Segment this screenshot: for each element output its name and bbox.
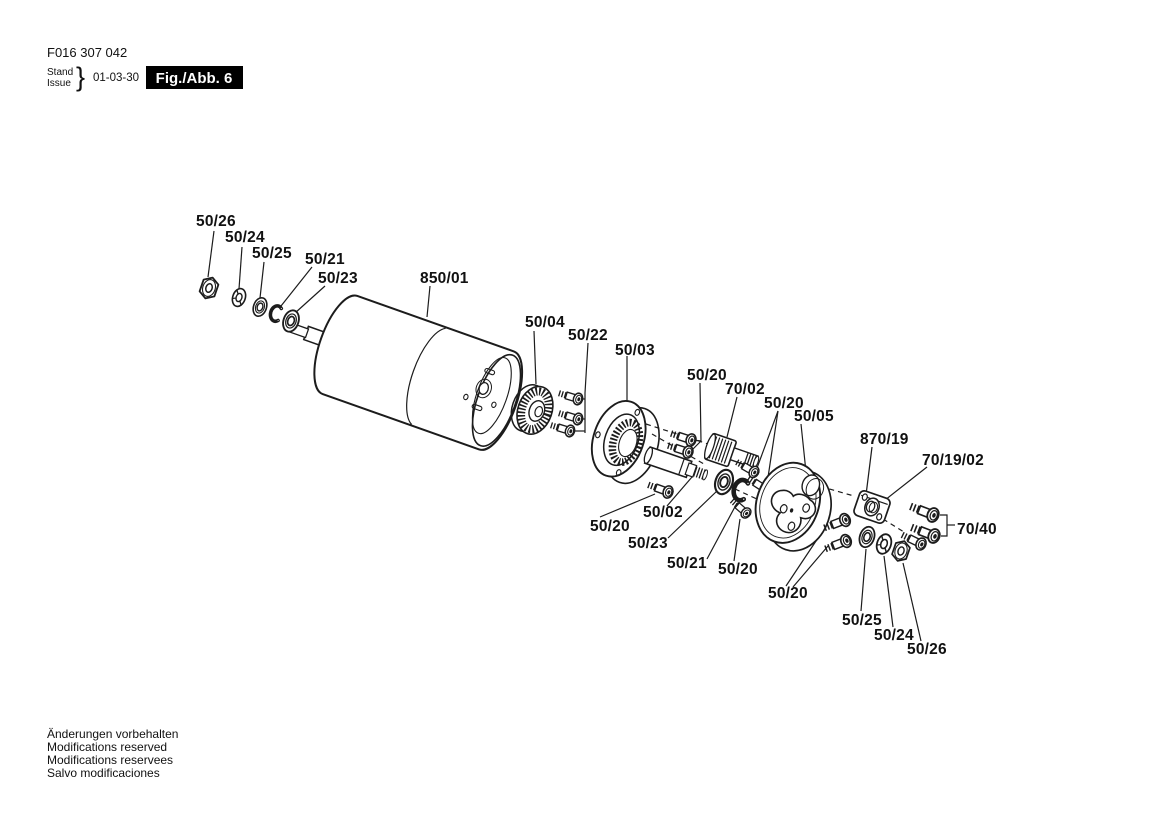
leader-50-26-left <box>208 231 214 277</box>
footer-line-de: Änderungen vorbehalten <box>47 727 179 741</box>
part-label-50-25-right: 50/25 <box>842 612 882 629</box>
part-label-50-21-bottom: 50/21 <box>667 555 707 572</box>
part-label-50-20-b2: 50/20 <box>718 561 758 578</box>
ring-gear-50-03 <box>582 394 670 491</box>
issue-date: 01-03-30 <box>93 72 140 84</box>
footer-line-en: Modifications reserved <box>47 740 168 754</box>
nut-50-26-left <box>198 275 220 301</box>
motor-850-01 <box>270 277 533 456</box>
leader-50-20-mid-a <box>757 411 778 468</box>
part-label-50-03: 50/03 <box>615 342 655 359</box>
part-label-70-40: 70/40 <box>957 521 997 538</box>
lockwasher-50-24-left <box>230 287 248 308</box>
issue-label: Issue <box>47 78 71 89</box>
screw-50-22-2 <box>557 408 584 426</box>
leader-50-24-right <box>884 556 893 627</box>
screw-70-40-1 <box>908 500 941 524</box>
leader-70-40-bracket <box>940 515 947 536</box>
part-label-50-24-right: 50/24 <box>874 627 914 644</box>
washer-50-25-left <box>251 296 269 318</box>
leader-50-24-left <box>239 247 242 289</box>
leader-50-20-br-b <box>793 546 828 587</box>
leader-50-20-top <box>693 383 701 441</box>
part-label-50-22: 50/22 <box>568 327 608 344</box>
part-label-50-20-bl: 50/20 <box>590 518 630 535</box>
part-label-50-20-mid: 50/20 <box>764 395 804 412</box>
washer-50-25-right <box>857 525 877 550</box>
part-label-50-23-bottom: 50/23 <box>628 535 668 552</box>
bracket-870-19 <box>853 489 892 524</box>
leader-50-23-left <box>295 286 325 313</box>
lockwasher-50-24-right <box>874 532 894 556</box>
part-label-50-02: 50/02 <box>643 504 683 521</box>
part-label-50-21-left: 50/21 <box>305 251 345 268</box>
pin-thread-end <box>702 469 709 480</box>
screw-50-20-br-2 <box>823 533 853 555</box>
screw-50-22-1 <box>557 388 584 406</box>
footer-line-fr: Modifications reservees <box>47 753 174 767</box>
leader-50-04 <box>534 331 536 384</box>
part-label-870-19: 870/19 <box>860 431 909 448</box>
circlip-50-21-bottom <box>731 478 749 501</box>
part-label-50-20-top: 50/20 <box>687 367 727 384</box>
part-label-50-24-left: 50/24 <box>225 229 265 246</box>
screw-50-22-3 <box>549 420 576 438</box>
leader-50-25-right <box>861 549 866 611</box>
leader-850-01 <box>427 286 430 317</box>
brace-glyph: } <box>76 62 86 92</box>
part-label-70-19-02: 70/19/02 <box>922 452 984 469</box>
leader-70-02 <box>727 397 737 437</box>
part-label-50-20-br: 50/20 <box>768 585 808 602</box>
part-label-50-04: 50/04 <box>525 314 565 331</box>
leader-50-21-left <box>281 267 312 306</box>
leader-50-25-left <box>260 262 264 298</box>
leader-870-19 <box>866 447 872 495</box>
figure-label: Fig./Abb. 6 <box>155 70 233 87</box>
document-part-number: F016 307 042 <box>47 45 128 60</box>
part-label-50-26-left: 50/26 <box>196 213 236 230</box>
stand-label: Stand <box>47 67 74 78</box>
axis-dash-bracket-screw <box>883 519 904 532</box>
part-label-50-25-left: 50/25 <box>252 245 292 262</box>
footer-line-es: Salvo modificaciones <box>47 766 160 780</box>
part-label-50-05: 50/05 <box>794 408 834 425</box>
screw-50-20-top-1 <box>669 428 697 448</box>
part-label-50-26-right: 50/26 <box>907 641 947 658</box>
leader-50-20-b2 <box>734 519 740 561</box>
part-label-70-02: 70/02 <box>725 381 765 398</box>
circlip-50-21-left <box>269 305 283 323</box>
leader-50-21-bottom <box>707 503 737 559</box>
part-label-850-01: 850/01 <box>420 270 469 287</box>
part-label-50-23-left: 50/23 <box>318 270 358 287</box>
leader-50-22 <box>585 343 588 433</box>
